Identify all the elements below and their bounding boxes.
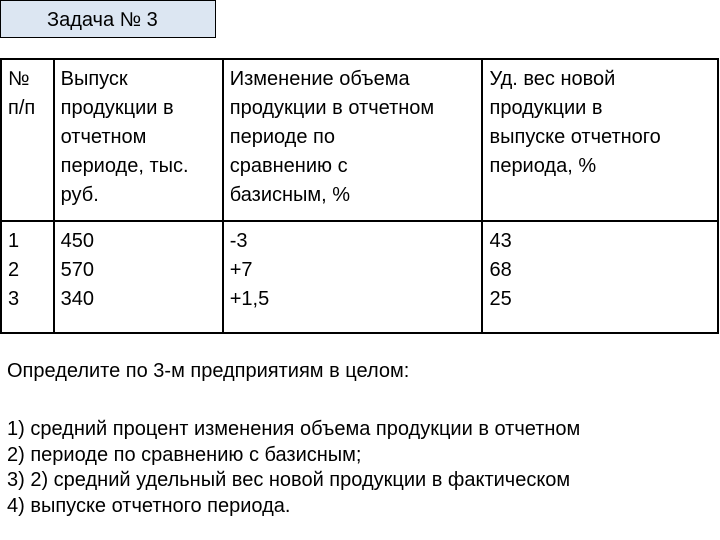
header-line: выпуске отчетного [489,126,661,148]
header-number [1,59,54,221]
volume-change-cell [223,221,483,333]
table-cell: 450 [60,230,94,252]
table-cell: 340 [60,288,94,310]
table-cell: 25 [489,288,512,310]
table-header-row [1,59,718,221]
table-body-row [1,221,718,333]
header-line: продукции в [489,97,603,119]
table-cell: 570 [60,259,94,281]
table-cell: 2 [8,259,20,281]
header-output [54,59,223,221]
header-line: отчетном [60,126,147,148]
header-line: сравнению с [229,155,348,177]
header-line: продукции в [60,97,174,119]
header-line: п/п [8,97,36,119]
table-cell: 43 [489,230,512,252]
list-item: 3) 2) средний удельный вес новой продукции в фактическом [7,469,571,491]
header-line: базисным, % [229,184,351,206]
table-cell: -3 [229,230,248,252]
table-cell: 3 [8,288,20,310]
header-line: руб. [60,184,99,206]
table-cell: 1 [8,230,20,252]
header-line: Уд. вес новой [489,68,616,90]
table-cell: +7 [229,259,253,281]
task-title: Задача № 3 [0,0,216,38]
output-cell [54,221,223,333]
table-cell: 68 [489,259,512,281]
list-item: 4) выпуске отчетного периода. [7,494,291,517]
list-item: 1) средний процент изменения объема продукции в отчетном [7,418,581,440]
new-product-share-cell [482,221,718,333]
number-cell [1,221,54,333]
header-line: периоде, тыс. [60,155,189,177]
header-line: Выпуск [60,68,128,90]
header-line: № [8,68,30,90]
list-item: 2) периоде по сравнению с базисным; [7,443,362,466]
header-line: продукции в отчетном [229,97,435,119]
data-table [0,58,719,334]
header-line: периода, % [489,155,597,177]
table-cell: +1,5 [229,288,270,310]
header-volume-change [223,59,483,221]
task-items-list [7,417,580,519]
header-line: Изменение объема [229,68,410,90]
header-new-product-share [482,59,718,221]
question-text: Определите по 3-м предприятиям в целом: [7,360,410,382]
header-line: периоде по [229,126,335,148]
